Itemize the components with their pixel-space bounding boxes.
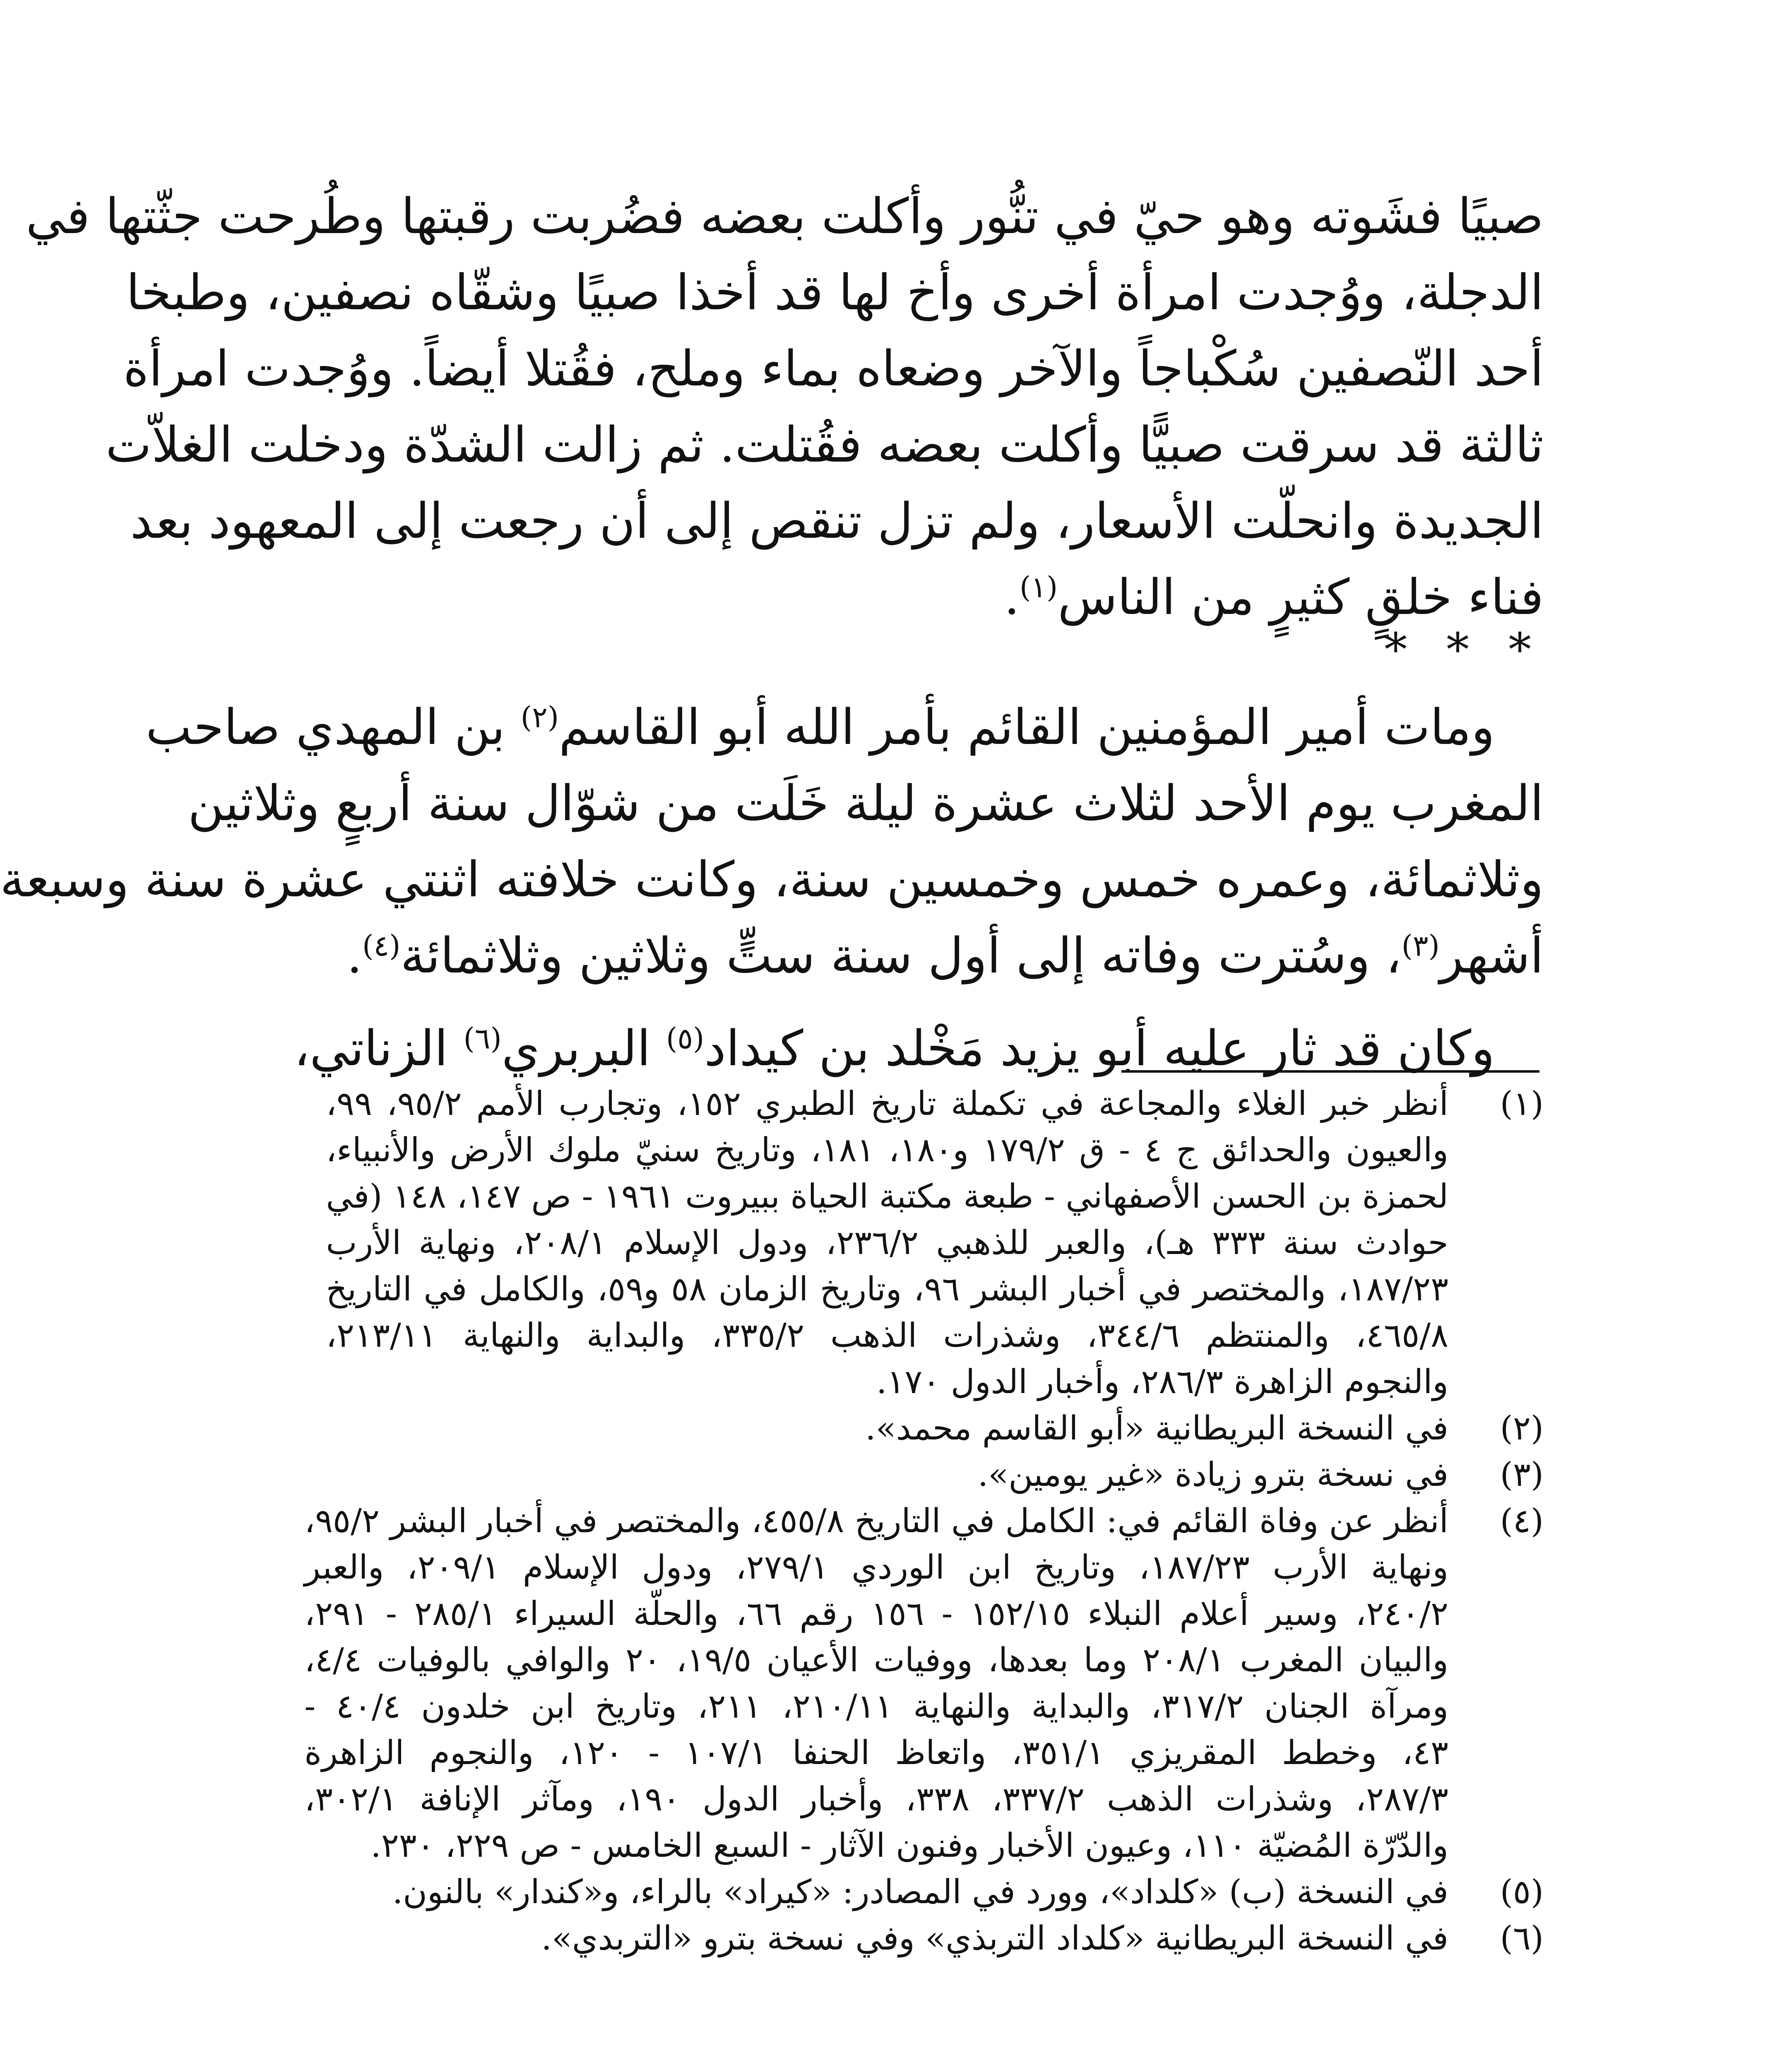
text-line: المغرب يوم الأحد لثلاث عشرة ليلة خَلَت من شوّال سنة أربعٍ وثلاثين <box>188 775 1544 832</box>
footnote-number: (٦) <box>1500 1919 1544 1957</box>
text-line: وثلاثمائة، وعمره خمس وخمسين سنة، وكانت خلافته اثنتي عشرة سنة وسبعة <box>0 851 1544 908</box>
footnote-body <box>392 1869 1448 1915</box>
footnote-number: (٥) <box>1500 1873 1544 1911</box>
text-span: ، وسُترت وفاته إلى أول سنة ستٍّ وثلاثين وثلاثمائة <box>400 927 1402 984</box>
text-span: البربري <box>501 1020 666 1077</box>
footnote-body <box>326 1081 1448 1405</box>
footnote-body <box>304 1498 1448 1869</box>
text-line: أحد النّصفين سُكْباجاً والآخر وضعاه بماء وملح، فقُتلا أيضاً. ووُجدت امرأة <box>123 340 1544 397</box>
paragraph-2 <box>0 689 1544 994</box>
footnote-line: ٢٤٠/٢، وسير أعلام النبلاء ١٥٢/١٥ - ١٥٦ رقم ٦٦، والحلّة السيراء ٢٨٥/١ - ٢٩١، <box>304 1594 1449 1633</box>
text-line <box>294 1010 1544 1086</box>
footnote-2 <box>436 1405 1544 1451</box>
footnote-1 <box>326 1081 1544 1405</box>
footnote-line: ٤٣، وخطط المقريزي ٣٥١/١، واتعاظ الحنفا ١٠٧/١ - ١٢٠، والنجوم الزاهرة <box>304 1733 1448 1772</box>
footnote-ref: (٦) <box>463 1021 502 1056</box>
text-line <box>346 917 1544 994</box>
text-span: الزناتي، <box>294 1020 464 1077</box>
footnote-3 <box>436 1451 1544 1498</box>
footnote-line: في النسخة البريطانية «أبو القاسم محمد». <box>865 1409 1448 1447</box>
text-span: أشهر <box>1439 927 1544 984</box>
footnote-6 <box>436 1915 1544 1962</box>
text-span: . <box>346 927 363 984</box>
footnote-number: (٣) <box>1500 1455 1544 1494</box>
footnote-5 <box>392 1869 1544 1915</box>
footnote-ref: (٤) <box>362 929 401 963</box>
text-line: ثالثة قد سرقت صبيًّا وأكلت بعضه فقُتلت. ثم زالت الشدّة ودخلت الغلاّت <box>106 416 1544 473</box>
text-span: . <box>1004 568 1020 626</box>
footnote-number: (٤) <box>1500 1502 1544 1540</box>
footnote-line: حوادث سنة ٣٣٣ هـ)، والعبر للذهبي ٢٣٦/٢، ودول الإسلام ٢٠٨/١، ونهاية الأرب <box>326 1223 1449 1262</box>
text-line: الدجلة، ووُجدت امرأة أخرى وأخ لها قد أخذا صبيًا وشقّاه نصفين، وطبخا <box>126 264 1544 321</box>
footnote-line: والبيان المغرب ٢٠٨/١ وما بعدها، ووفيات الأعيان ١٩/٥، ٢٠ والوافي بالوفيات ٤/٤، <box>304 1641 1448 1679</box>
footnote-line: ٢٨٧/٣، وشذرات الذهب ٣٣٧/٢، ٣٣٨، وأخبار الدول ١٩٠، ومآثر الإنافة ٣٠٢/١، <box>304 1780 1448 1818</box>
footnote-4 <box>304 1498 1544 1869</box>
footnote-body <box>436 1405 1448 1451</box>
paragraph-gap <box>436 994 1544 1010</box>
footnote-separator <box>1121 1070 1539 1073</box>
footnote-line: والدّرّة المُضيّة ١١٠، وعيون الأخبار وفنون الآثار - السبع الخامس - ص ٢٢٩، ٢٣٠. <box>370 1826 1448 1865</box>
main-text <box>0 178 1544 1086</box>
footnote-line: في النسخة البريطانية «كلداد التربذي» وفي نسخة بترو «التربدي». <box>541 1919 1448 1957</box>
footnote-line: أنظر عن وفاة القائم في: الكامل في التاريخ ٤٥٥/٨، والمختصر في أخبار البشر ٩٥/٢، <box>304 1502 1448 1540</box>
text-span: وكان قد ثار عليه أبو يزيد مَخْلد بن كيداد <box>704 1020 1495 1077</box>
footnote-ref: (١) <box>1019 570 1058 604</box>
footnote-line: والعيون والحدائق ج ٤ - ق ١٧٩/٢ و١٨٠، ١٨١، وتاريخ سنيّ ملوك الأرض والأنبياء، <box>326 1131 1449 1169</box>
paragraph-1 <box>26 178 1544 635</box>
footnotes <box>304 1081 1544 1962</box>
footnote-line: ٤٦٥/٨، والمنتظم ٣٤٤/٦، وشذرات الذهب ٣٣٥/٢، والبداية والنهاية ٢١٣/١١، <box>326 1316 1449 1355</box>
section-divider-stars: * * * <box>1384 623 1544 676</box>
text-span: بن المهدي صاحب <box>145 698 521 756</box>
footnote-number: (١) <box>1500 1084 1544 1123</box>
footnote-line: ١٨٧/٢٣، والمختصر في أخبار البشر ٩٦، وتاريخ الزمان ٥٨ و٥٩، والكامل في التاريخ <box>326 1270 1449 1308</box>
footnote-body <box>436 1451 1448 1498</box>
text-line <box>145 689 1544 765</box>
footnote-line: ونهاية الأرب ١٨٧/٢٣، وتاريخ ابن الوردي ٢٧٩/١، ودول الإسلام ٢٠٩/١، والعبر <box>304 1548 1448 1586</box>
text-line: الجديدة وانحلّت الأسعار، ولم تزل تنقص إلى أن رجعت إلى المعهود بعد <box>130 492 1544 549</box>
text-span: فناء خلقٍ كثيرٍ من الناس <box>1058 568 1544 626</box>
paragraph-3 <box>294 1010 1544 1086</box>
footnote-line: ومرآة الجنان ٣١٧/٢، والبداية والنهاية ٢١٠/١١، ٢١١، وتاريخ ابن خلدون ٤٠/٤ - <box>304 1687 1449 1726</box>
footnote-line: في نسخة بترو زيادة «غير يومين». <box>977 1455 1448 1494</box>
footnote-line: في النسخة (ب) «كلداد»، وورد في المصادر: «كيراد» بالراء، و«كندار» بالنون. <box>392 1873 1448 1911</box>
text-line <box>436 559 1544 635</box>
footnote-body <box>436 1915 1448 1962</box>
footnote-number: (٢) <box>1500 1409 1544 1447</box>
text-line: صبيًا فشَوته وهو حيّ في تنُّور وأكلت بعضه فضُربت رقبتها وطُرحت جثّتها في <box>26 188 1544 245</box>
footnote-ref: (٣) <box>1401 929 1440 963</box>
footnote-line: أنظر خبر الغلاء والمجاعة في تكملة تاريخ الطبري ١٥٢، وتجارب الأمم ٩٥/٢، ٩٩، <box>326 1084 1448 1123</box>
footnote-ref: (٢) <box>520 700 559 734</box>
text-span: ومات أمير المؤمنين القائم بأمر الله أبو القاسم <box>559 698 1495 756</box>
footnote-line: لحمزة بن الحسن الأصفهاني - طبعة مكتبة الحياة ببيروت ١٩٦١ - ص ١٤٧، ١٤٨ (في <box>326 1177 1448 1216</box>
footnote-ref: (٥) <box>666 1021 705 1056</box>
footnote-line: والنجوم الزاهرة ٢٨٦/٣، وأخبار الدول ١٧٠. <box>876 1362 1448 1401</box>
